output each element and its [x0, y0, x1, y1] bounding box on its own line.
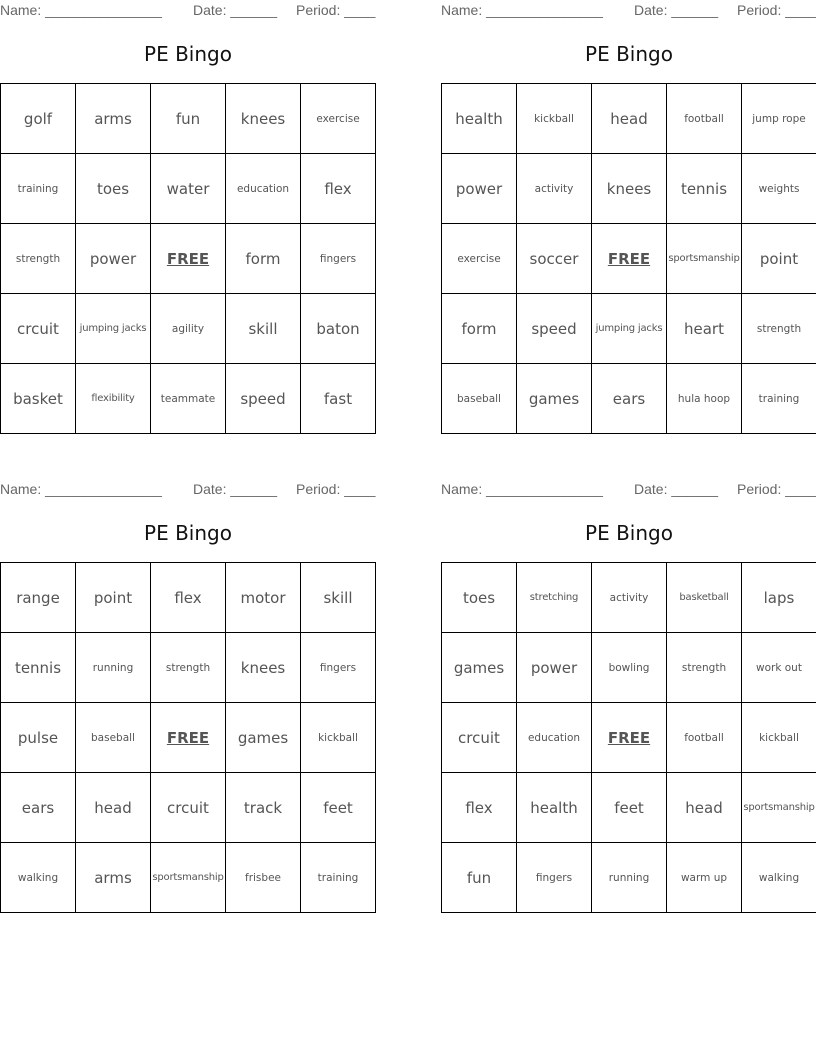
- bingo-cell: kickball: [742, 703, 816, 773]
- bingo-row: [442, 563, 816, 633]
- bingo-grid: [0, 562, 376, 913]
- bingo-cell: form: [226, 224, 301, 294]
- student-info-header: [441, 481, 816, 499]
- bingo-cell: agility: [151, 294, 226, 364]
- bingo-cell: fun: [151, 84, 226, 154]
- bingo-grid: [441, 83, 816, 434]
- bingo-cell: flex: [301, 154, 376, 224]
- student-info-header: [0, 481, 400, 499]
- bingo-row: [442, 773, 816, 843]
- free-space: FREE: [151, 703, 226, 773]
- date-field: Date: ______: [193, 2, 278, 18]
- bingo-cell: bowling: [592, 633, 667, 703]
- bingo-cell: training: [301, 843, 376, 913]
- bingo-cell: fingers: [517, 843, 592, 913]
- bingo-row: [442, 364, 816, 434]
- bingo-cell: teammate: [151, 364, 226, 434]
- card-title: PE Bingo: [585, 42, 673, 66]
- bingo-cell: jump rope: [742, 84, 816, 154]
- bingo-cell: power: [517, 633, 592, 703]
- bingo-cell: walking: [1, 843, 76, 913]
- bingo-cell: sportsmanship: [667, 224, 742, 294]
- name-field: Name: _______________: [0, 2, 162, 18]
- date-field: Date: ______: [193, 481, 278, 497]
- bingo-cell: training: [742, 364, 816, 434]
- bingo-cell: skill: [226, 294, 301, 364]
- bingo-cell: laps: [742, 563, 816, 633]
- bingo-cell: football: [667, 84, 742, 154]
- bingo-cell: pulse: [1, 703, 76, 773]
- free-space: FREE: [151, 224, 226, 294]
- bingo-cell: crcuit: [442, 703, 517, 773]
- bingo-cell: flexibility: [76, 364, 151, 434]
- bingo-cell: speed: [226, 364, 301, 434]
- bingo-row: [442, 154, 816, 224]
- bingo-cell: feet: [592, 773, 667, 843]
- bingo-cell: tennis: [1, 633, 76, 703]
- bingo-cell: golf: [1, 84, 76, 154]
- period-field: Period: ____: [737, 481, 816, 497]
- bingo-cell: baseball: [442, 364, 517, 434]
- bingo-cell: strength: [1, 224, 76, 294]
- bingo-row: [442, 294, 816, 364]
- name-field: Name: _______________: [441, 481, 603, 497]
- bingo-cell: ears: [592, 364, 667, 434]
- bingo-cell: power: [442, 154, 517, 224]
- bingo-row: [1, 154, 376, 224]
- bingo-row: [1, 84, 376, 154]
- date-field: Date: ______: [634, 2, 719, 18]
- bingo-row: [1, 843, 376, 913]
- bingo-cell: point: [76, 563, 151, 633]
- bingo-cell: knees: [592, 154, 667, 224]
- bingo-cell: warm up: [667, 843, 742, 913]
- bingo-cell: kickball: [301, 703, 376, 773]
- bingo-cell: range: [1, 563, 76, 633]
- bingo-cell: toes: [76, 154, 151, 224]
- bingo-cell: head: [76, 773, 151, 843]
- bingo-cell: stretching: [517, 563, 592, 633]
- bingo-row: [1, 703, 376, 773]
- name-field: Name: _______________: [441, 2, 603, 18]
- bingo-cell: fingers: [301, 224, 376, 294]
- bingo-cell: sportsmanship: [742, 773, 816, 843]
- bingo-cell: weights: [742, 154, 816, 224]
- bingo-cell: motor: [226, 563, 301, 633]
- bingo-cell: training: [1, 154, 76, 224]
- period-field: Period: ____: [737, 2, 816, 18]
- bingo-cell: games: [226, 703, 301, 773]
- bingo-cell: running: [76, 633, 151, 703]
- bingo-grid: [441, 562, 816, 913]
- bingo-row: [1, 633, 376, 703]
- bingo-cell: flex: [151, 563, 226, 633]
- bingo-cell: activity: [517, 154, 592, 224]
- card-title: PE Bingo: [585, 521, 673, 545]
- name-field: Name: _______________: [0, 481, 162, 497]
- bingo-cell: flex: [442, 773, 517, 843]
- bingo-cell: ears: [1, 773, 76, 843]
- card-title: PE Bingo: [144, 521, 232, 545]
- bingo-cell: jumping jacks: [592, 294, 667, 364]
- bingo-cell: knees: [226, 84, 301, 154]
- bingo-cell: games: [517, 364, 592, 434]
- bingo-cell: football: [667, 703, 742, 773]
- bingo-cell: water: [151, 154, 226, 224]
- card-title: PE Bingo: [144, 42, 232, 66]
- bingo-cell: fast: [301, 364, 376, 434]
- bingo-cell: basketball: [667, 563, 742, 633]
- date-field: Date: ______: [634, 481, 719, 497]
- bingo-cell: education: [517, 703, 592, 773]
- bingo-cell: running: [592, 843, 667, 913]
- bingo-row: [442, 633, 816, 703]
- bingo-cell: exercise: [442, 224, 517, 294]
- free-space: FREE: [592, 703, 667, 773]
- bingo-cell: crcuit: [1, 294, 76, 364]
- bingo-row: [442, 843, 816, 913]
- bingo-cell: health: [442, 84, 517, 154]
- bingo-cell: skill: [301, 563, 376, 633]
- bingo-cell: head: [592, 84, 667, 154]
- bingo-cell: track: [226, 773, 301, 843]
- bingo-row: [442, 224, 816, 294]
- bingo-cell: kickball: [517, 84, 592, 154]
- bingo-cell: fun: [442, 843, 517, 913]
- bingo-cell: speed: [517, 294, 592, 364]
- bingo-cell: activity: [592, 563, 667, 633]
- student-info-header: [0, 2, 400, 20]
- bingo-cell: arms: [76, 843, 151, 913]
- bingo-cell: exercise: [301, 84, 376, 154]
- bingo-cell: jumping jacks: [76, 294, 151, 364]
- bingo-cell: work out: [742, 633, 816, 703]
- bingo-cell: tennis: [667, 154, 742, 224]
- bingo-cell: baseball: [76, 703, 151, 773]
- bingo-cell: arms: [76, 84, 151, 154]
- bingo-cell: walking: [742, 843, 816, 913]
- free-space: FREE: [592, 224, 667, 294]
- bingo-cell: fingers: [301, 633, 376, 703]
- bingo-cell: power: [76, 224, 151, 294]
- bingo-cell: strength: [742, 294, 816, 364]
- student-info-header: [441, 2, 816, 20]
- bingo-row: [1, 563, 376, 633]
- bingo-cell: games: [442, 633, 517, 703]
- bingo-cell: point: [742, 224, 816, 294]
- bingo-cell: baton: [301, 294, 376, 364]
- bingo-cell: strength: [151, 633, 226, 703]
- bingo-cell: toes: [442, 563, 517, 633]
- bingo-cell: basket: [1, 364, 76, 434]
- bingo-cell: head: [667, 773, 742, 843]
- bingo-cell: heart: [667, 294, 742, 364]
- period-field: Period: ____: [296, 2, 376, 18]
- period-field: Period: ____: [296, 481, 376, 497]
- bingo-cell: frisbee: [226, 843, 301, 913]
- bingo-grid: [0, 83, 376, 434]
- bingo-row: [442, 84, 816, 154]
- bingo-cell: education: [226, 154, 301, 224]
- bingo-cell: health: [517, 773, 592, 843]
- bingo-row: [1, 773, 376, 843]
- bingo-cell: strength: [667, 633, 742, 703]
- bingo-row: [1, 294, 376, 364]
- bingo-cell: soccer: [517, 224, 592, 294]
- bingo-cell: form: [442, 294, 517, 364]
- bingo-cell: hula hoop: [667, 364, 742, 434]
- bingo-row: [1, 364, 376, 434]
- bingo-row: [1, 224, 376, 294]
- bingo-row: [442, 703, 816, 773]
- bingo-cell: knees: [226, 633, 301, 703]
- bingo-cell: feet: [301, 773, 376, 843]
- bingo-cell: crcuit: [151, 773, 226, 843]
- bingo-cell: sportsmanship: [151, 843, 226, 913]
